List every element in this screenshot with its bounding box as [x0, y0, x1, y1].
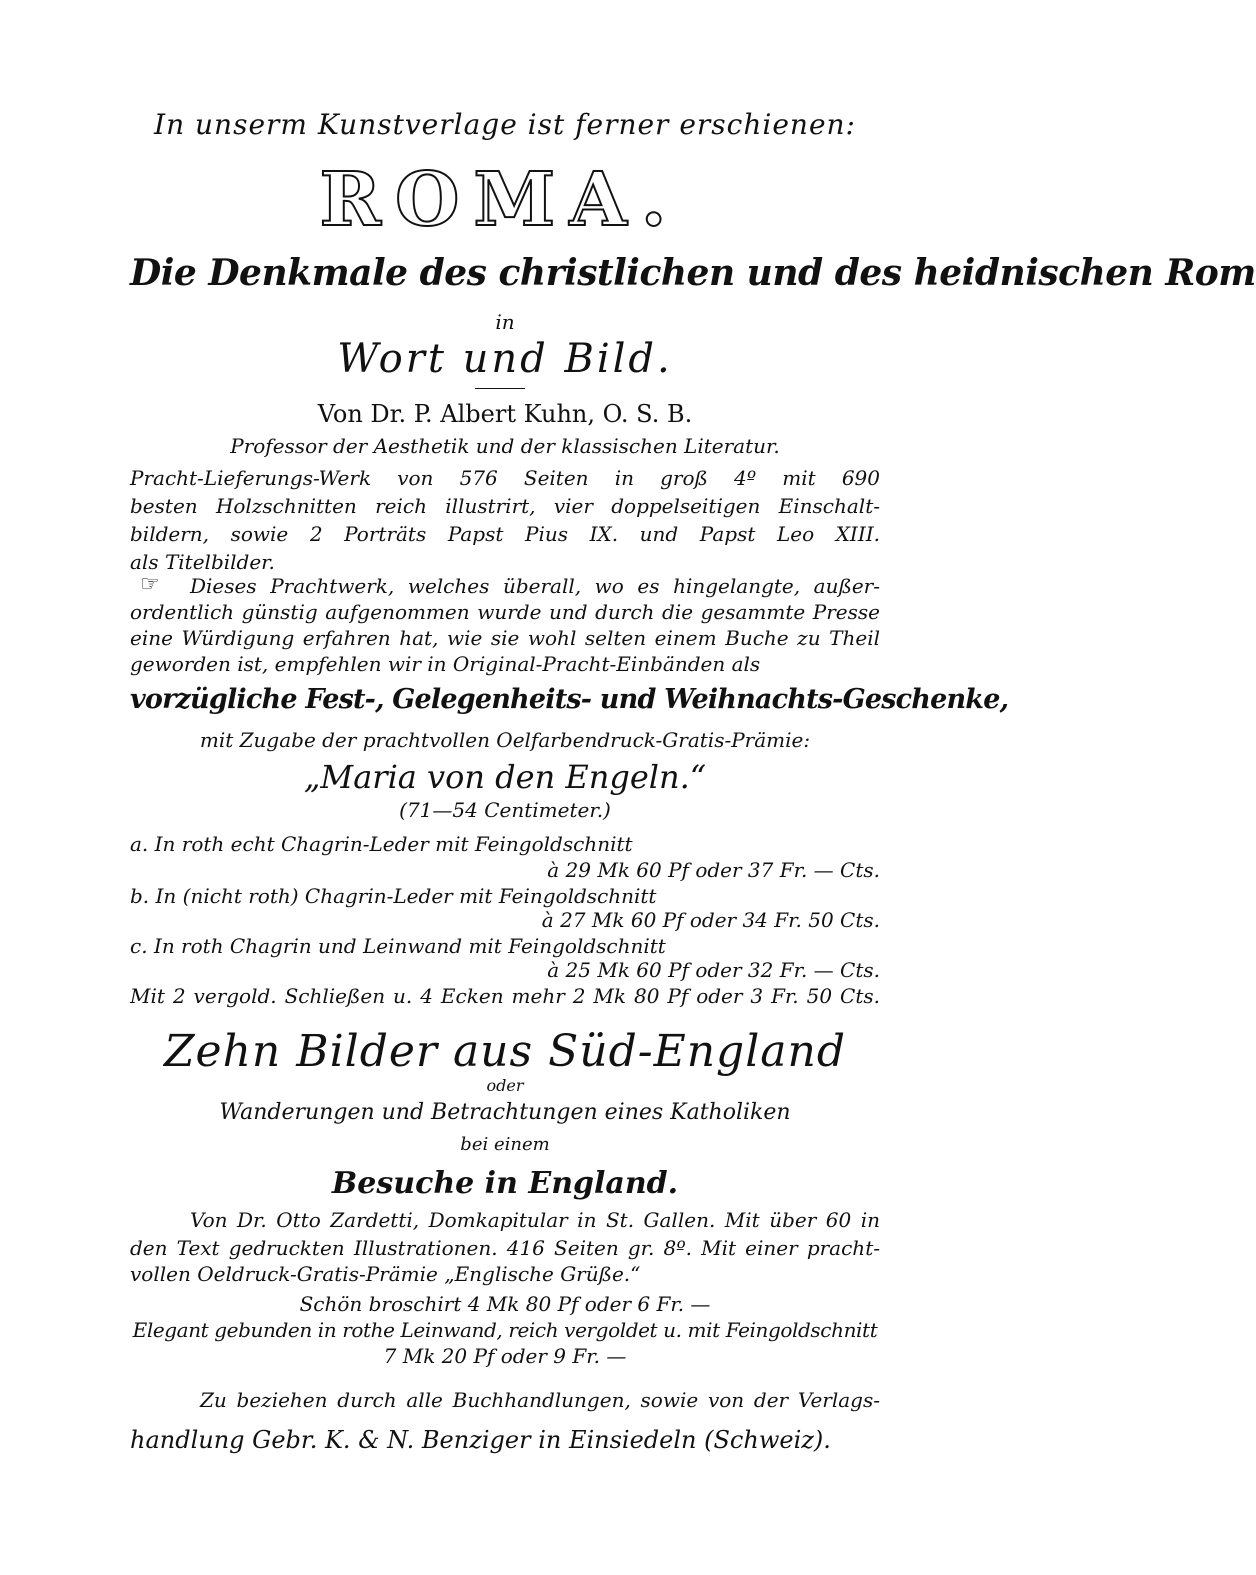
- oder-word: oder: [486, 1076, 524, 1095]
- footer-line-1: Zu beziehen durch alle Buchhandlungen, sowie von der Verlags-: [200, 1388, 880, 1412]
- desc-line-4: als Titelbilder.: [130, 550, 275, 574]
- author-role: Professor der Aesthetik und der klassischen Literatur.: [230, 434, 780, 458]
- roma-title: ROMA.: [319, 157, 681, 243]
- option-b-price: à 27 Mk 60 Pf oder 34 Fr. 50 Cts.: [541, 908, 880, 932]
- desc-line-1: Pracht-Lieferungs-Werk von 576 Seiten in groß 4º mit 690: [130, 466, 880, 490]
- book2-subtitle: Wanderungen und Betrachtungen eines Katholiken: [219, 1100, 791, 1125]
- option-c-price: à 25 Mk 60 Pf oder 32 Fr. — Cts.: [547, 958, 880, 982]
- divider-rule: [475, 388, 525, 389]
- book2-title: Zehn Bilder aus Süd-England: [163, 1026, 847, 1077]
- book2-desc-2: den Text gedruckten Illustrationen. 416 Seiten gr. 8º. Mit einer pracht-: [130, 1236, 880, 1260]
- premium-intro: mit Zugabe der prachtvollen Oelfarbendruck-Gratis-Prämie:: [199, 728, 811, 752]
- price-paper: Schön broschirt 4 Mk 80 Pf oder 6 Fr. —: [299, 1292, 711, 1316]
- wort-und-bild: Wort und Bild.: [337, 336, 673, 382]
- premium-title: „Maria von den Engeln.“: [303, 758, 707, 796]
- clasps-line: Mit 2 vergold. Schließen u. 4 Ecken mehr 2 Mk 80 Pf oder 3 Fr. 50 Cts.: [130, 984, 880, 1008]
- bei-einem: bei einem: [460, 1134, 550, 1155]
- option-b-desc: b. In (nicht roth) Chagrin-Leder mit Feingoldschnitt: [130, 884, 657, 908]
- author-line: Von Dr. P. Albert Kuhn, O. S. B.: [317, 400, 693, 428]
- price-bound: Elegant gebunden in rothe Leinwand, reich vergoldet u. mit Feingoldschnitt: [132, 1318, 878, 1342]
- option-a-desc: a. In roth echt Chagrin-Leder mit Feingoldschnitt: [130, 832, 633, 856]
- desc-line-3: bildern, sowie 2 Porträts Papst Pius IX. und Papst Leo XIII.: [130, 522, 880, 546]
- praise-line-3: eine Würdigung erfahren hat, wie sie wohl selten einem Buche zu Theil: [130, 626, 880, 650]
- praise-line-2: ordentlich günstig aufgenommen wurde und durch die gesammte Presse: [130, 600, 880, 624]
- book2-desc-1: Von Dr. Otto Zardetti, Domkapitular in St. Gallen. Mit über 60 in: [190, 1208, 880, 1232]
- premium-size: (71—54 Centimeter.): [399, 798, 611, 822]
- book2-desc-3: vollen Oeldruck-Gratis-Prämie „Englische Grüße.“: [130, 1262, 641, 1286]
- besuche-line: Besuche in England.: [331, 1166, 679, 1201]
- pointing-hand-icon: ☞: [140, 572, 160, 597]
- in-word: in: [495, 310, 515, 334]
- price-bound-2: 7 Mk 20 Pf oder 9 Fr. —: [383, 1344, 627, 1368]
- footer-line-2: handlung Gebr. K. & N. Benziger in Einsiedeln (Schweiz).: [130, 1426, 831, 1454]
- option-c-desc: c. In roth Chagrin und Leinwand mit Feingoldschnitt: [130, 934, 666, 958]
- desc-line-2: besten Holzschnitten reich illustrirt, vier doppelseitigen Einschalt-: [130, 494, 880, 518]
- praise-line-4: geworden ist, empfehlen wir in Original-Pracht-Einbänden als: [130, 652, 761, 676]
- intro-line: In unserm Kunstverlage ist ferner erschienen:: [154, 108, 856, 141]
- subtitle: Die Denkmale des christlichen und des heidnischen Rom: [130, 252, 1256, 294]
- gifts-line: vorzügliche Fest-, Gelegenheits- und Weihnachts-Geschenke,: [130, 684, 1009, 715]
- praise-line-1: Dieses Prachtwerk, welches überall, wo es hingelangte, außer-: [190, 574, 880, 598]
- option-a-price: à 29 Mk 60 Pf oder 37 Fr. — Cts.: [547, 858, 880, 882]
